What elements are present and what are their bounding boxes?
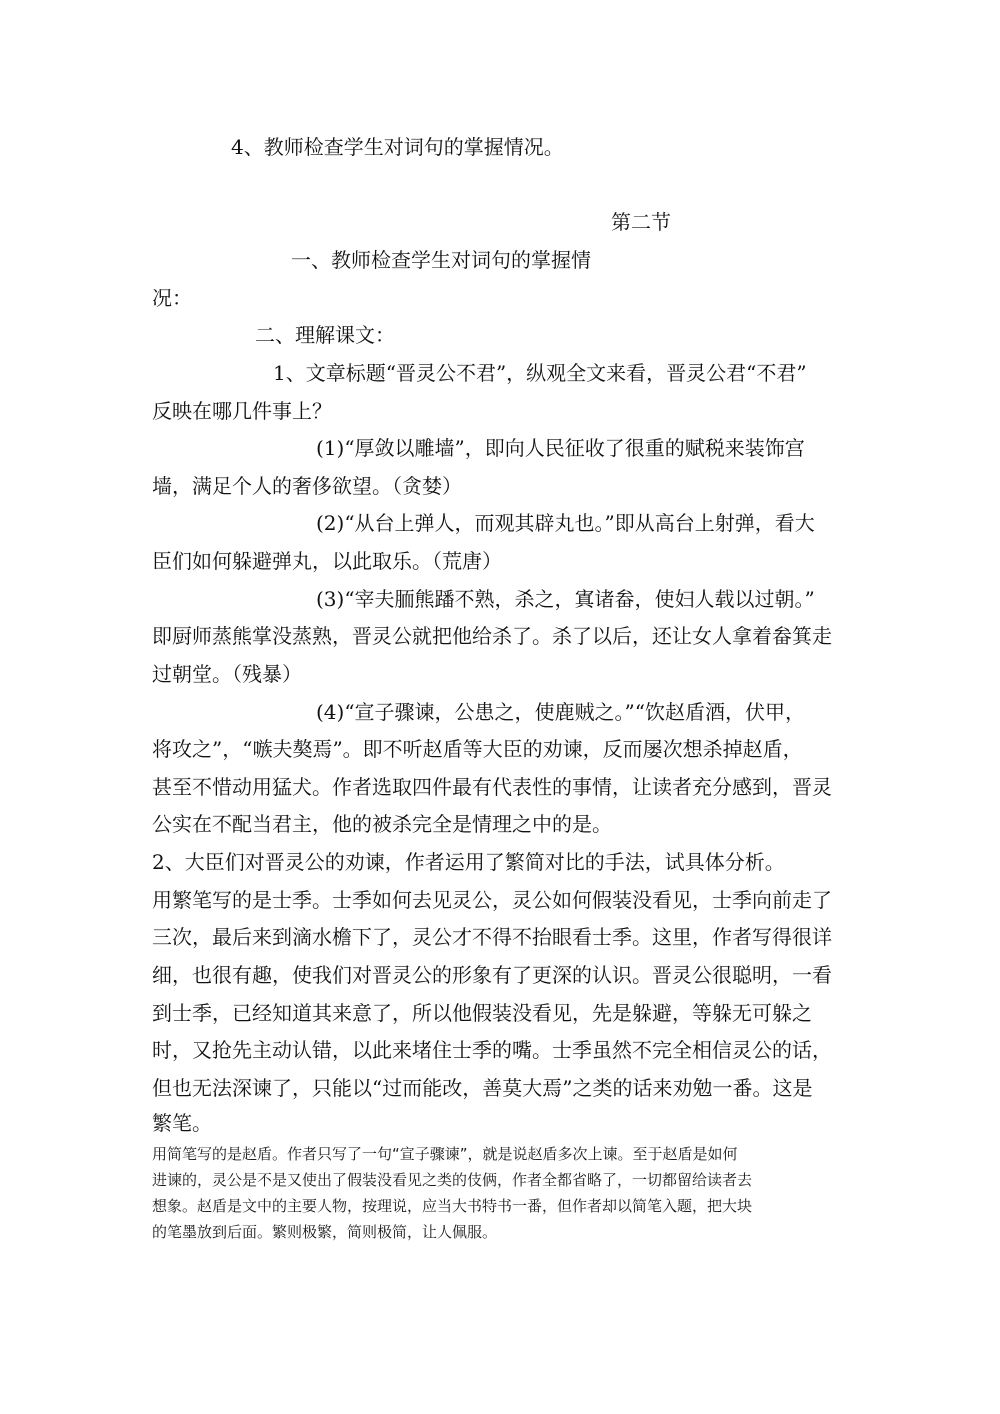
concise-writing-line-4: 的笔墨放到后面。繁则极繁，简则极简，让人佩服。 [152,1223,498,1241]
question-1-line-1: 1、文章标题“晋灵公不君”，纵观全文来看，晋灵公君“不君” [273,361,807,385]
point-4-line-2: 将攻之”，“嗾夫獒焉”。即不听赵盾等大臣的劝谏，反而屡次想杀掉赵盾， [152,737,803,761]
part-2-heading: 二、理解课文： [255,323,395,347]
point-2-line-1: (2)“从台上弹人，而观其辟丸也。”即从高台上射弹，看大 [316,511,815,535]
point-4-line-3: 甚至不惜动用猛犬。作者选取四件最有代表性的事情，让读者充分感到，晋灵 [152,775,832,799]
detailed-writing-line-6: 但也无法深谏了，只能以“过而能改，善莫大焉”之类的话来劝勉一番。这是 [152,1076,813,1100]
point-2-line-2: 臣们如何躲避弹丸，以此取乐。（荒唐） [152,549,502,573]
part-1-heading-line-1: 一、教师检查学生对词句的掌握情 [291,248,591,272]
point-1-line-1: (1)“厚敛以雕墙”，即向人民征收了很重的赋税来装饰宫 [316,436,805,460]
detailed-writing-line-4: 到士季，已经知道其来意了，所以他假装没看见，先是躲避，等躲无可躲之 [152,1001,812,1025]
concise-writing-line-3: 想象。赵盾是文中的主要人物，按理说，应当大书特书一番，但作者却以简笔入题，把大块 [152,1197,753,1215]
detailed-writing-line-2: 三次，最后来到滴水檐下了，灵公才不得不抬眼看士季。这里，作者写得很详 [152,925,832,949]
detailed-writing-line-7: 繁笔。 [152,1111,212,1135]
point-4-line-4: 公实在不配当君主，他的被杀完全是情理之中的是。 [152,812,612,836]
concise-writing-line-2: 进谏的，灵公是不是又使出了假装没看见之类的伎俩，作者全都省略了，一切都留给读者去 [152,1171,753,1189]
point-3-line-2: 即厨师蒸熊掌没蒸熟，晋灵公就把他给杀了。杀了以后，还让女人拿着畚箕走 [152,624,832,648]
point-3-line-1: (3)“宰夫胹熊蹯不熟，杀之，寘诸畚，使妇人载以过朝。” [316,587,815,611]
detailed-writing-line-3: 细，也很有趣，使我们对晋灵公的形象有了更深的认识。晋灵公很聪明，一看 [152,963,832,987]
point-4-line-1: (4)“宣子骤谏，公患之，使鹿贼之。”“饮赵盾酒，伏甲， [316,700,806,724]
question-1-line-2: 反映在哪几件事上？ [152,399,332,423]
point-1-line-2: 墙，满足个人的奢侈欲望。（贪婪） [152,474,462,498]
step-4-line: 4、教师检查学生对词句的掌握情况。 [231,135,564,159]
detailed-writing-line-1: 用繁笔写的是士季。士季如何去见灵公，灵公如何假装没看见，士季向前走了 [152,888,832,912]
point-3-line-3: 过朝堂。（残暴） [152,662,302,686]
part-1-heading-line-2: 况： [152,286,192,310]
section-title: 第二节 [611,210,671,234]
concise-writing-line-1: 用简笔写的是赵盾。作者只写了一句“宣子骤谏”，就是说赵盾多次上谏。至于赵盾是如何 [152,1145,738,1163]
question-2: 2、大臣们对晋灵公的劝谏，作者运用了繁简对比的手法，试具体分析。 [152,850,785,874]
detailed-writing-line-5: 时，又抢先主动认错，以此来堵住士季的嘴。士季虽然不完全相信灵公的话， [152,1038,832,1062]
